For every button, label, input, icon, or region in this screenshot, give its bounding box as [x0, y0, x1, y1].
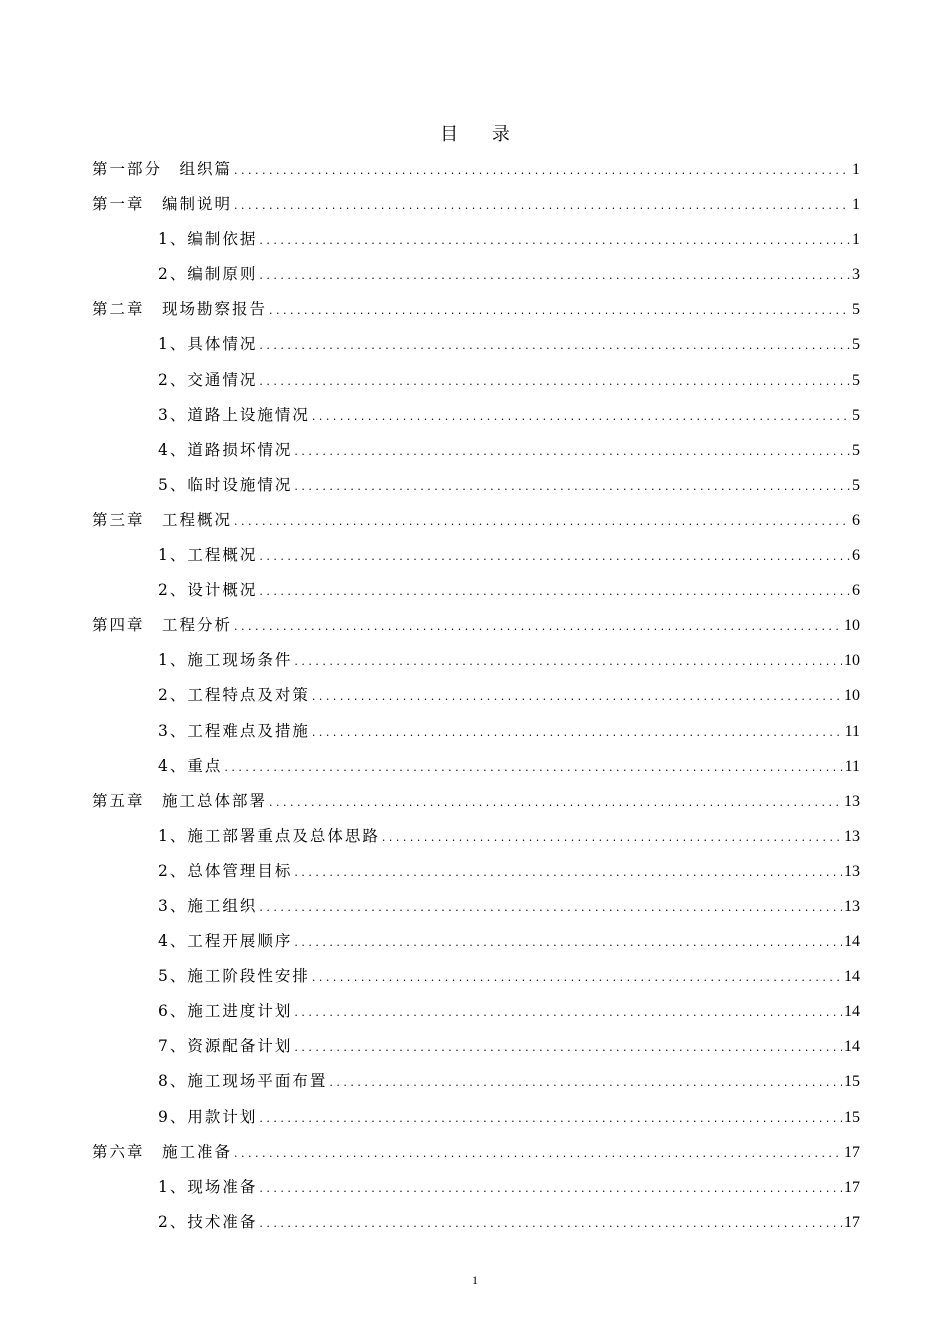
toc-section-entry[interactable]	[92, 854, 860, 889]
toc-entry-page: 13	[844, 862, 860, 880]
toc-dot-leader	[259, 538, 850, 574]
toc-entry-label: 2、总体管理目标	[158, 861, 293, 880]
toc-entry-page: 13	[844, 827, 860, 845]
toc-section-entry[interactable]	[92, 749, 860, 784]
toc-chapter-entry[interactable]	[92, 608, 860, 643]
toc-dot-leader	[294, 924, 842, 960]
toc-section-entry[interactable]	[92, 538, 860, 573]
toc-entry-page: 14	[844, 1038, 860, 1056]
toc-entry-label: 1、编制依据	[158, 230, 258, 249]
toc-entry-label: 2、交通情况	[158, 370, 258, 389]
toc-section-entry[interactable]	[92, 959, 860, 994]
toc-dot-leader	[234, 1135, 842, 1171]
toc-section-entry[interactable]	[92, 222, 860, 257]
toc-entry-page: 14	[844, 968, 860, 986]
toc-entry-page: 17	[844, 1178, 860, 1196]
toc-entry-label: 9、用款计划	[158, 1107, 258, 1126]
toc-entry-label: 3、施工组织	[158, 896, 258, 915]
toc-entry-label: 4、工程开展顺序	[158, 932, 293, 951]
toc-dot-leader	[294, 994, 842, 1030]
toc-entry-label: 第五章 施工总体部署	[92, 791, 268, 810]
toc-entry-label: 第一章 编制说明	[92, 195, 233, 214]
toc-dot-leader	[294, 643, 842, 679]
toc-entry-label: 3、道路上设施情况	[158, 405, 310, 424]
toc-dot-leader	[259, 889, 842, 925]
toc-section-entry[interactable]	[92, 327, 860, 362]
toc-entry-label: 2、编制原则	[158, 265, 258, 284]
toc-section-entry[interactable]	[92, 1100, 860, 1135]
toc-dot-leader	[329, 1064, 842, 1100]
toc-dot-leader	[259, 1100, 842, 1136]
toc-dot-leader	[259, 257, 850, 293]
toc-entry-page: 13	[844, 792, 860, 810]
toc-entry-page: 13	[844, 897, 860, 915]
toc-entry-page: 11	[844, 757, 860, 775]
toc-section-entry[interactable]	[92, 643, 860, 678]
toc-section-entry[interactable]	[92, 363, 860, 398]
toc-dot-leader	[234, 152, 850, 188]
toc-entry-label: 1、现场准备	[158, 1177, 258, 1196]
toc-section-entry[interactable]	[92, 714, 860, 749]
toc-chapter-entry[interactable]	[92, 292, 860, 327]
toc-chapter-entry[interactable]	[92, 152, 860, 187]
toc-dot-leader	[259, 327, 850, 363]
toc-entry-page: 1	[852, 231, 860, 249]
toc-entry-page: 6	[852, 547, 860, 565]
toc-section-entry[interactable]	[92, 678, 860, 713]
page-title: 目 录	[440, 124, 524, 145]
toc-dot-leader	[294, 433, 850, 469]
toc-entry-page: 5	[852, 301, 860, 319]
toc-entry-label: 2、设计概况	[158, 581, 258, 600]
toc-dot-leader	[224, 749, 842, 785]
toc-section-entry[interactable]	[92, 257, 860, 292]
toc-entry-label: 2、技术准备	[158, 1212, 258, 1231]
toc-section-entry[interactable]	[92, 1170, 860, 1205]
toc-entry-page: 5	[852, 406, 860, 424]
toc-section-entry[interactable]	[92, 889, 860, 924]
toc-section-entry[interactable]	[92, 398, 860, 433]
toc-entry-label: 第六章 施工准备	[92, 1142, 233, 1161]
page-number: 1	[472, 1273, 478, 1287]
toc-chapter-entry[interactable]	[92, 1135, 860, 1170]
toc-entry-page: 11	[844, 722, 860, 740]
toc-entry-page: 14	[844, 933, 860, 951]
toc-entry-label: 第四章 工程分析	[92, 616, 233, 635]
toc-entry-label: 6、施工进度计划	[158, 1002, 293, 1021]
toc-entry-page: 3	[852, 266, 860, 284]
toc-entry-page: 17	[844, 1213, 860, 1231]
toc-entry-label: 第一部分 组织篇	[92, 160, 233, 178]
toc-section-entry[interactable]	[92, 994, 860, 1029]
toc-dot-leader	[294, 1029, 842, 1065]
toc-dot-leader	[259, 573, 850, 609]
toc-entry-page: 1	[852, 161, 860, 178]
toc-section-entry[interactable]	[92, 1029, 860, 1064]
toc-entry-label: 4、道路损坏情况	[158, 440, 293, 459]
toc-dot-leader	[234, 608, 842, 644]
toc-entry-page: 1	[852, 196, 860, 214]
toc-entry-page: 5	[852, 371, 860, 389]
toc-section-entry[interactable]	[92, 433, 860, 468]
toc-dot-leader	[234, 187, 850, 223]
toc-entry-page: 15	[844, 1108, 860, 1126]
toc-entry-page: 15	[844, 1073, 860, 1091]
toc-section-entry[interactable]	[92, 468, 860, 503]
toc-entry-label: 1、具体情况	[158, 335, 258, 354]
toc-chapter-entry[interactable]	[92, 503, 860, 538]
toc-section-entry[interactable]	[92, 819, 860, 854]
toc-entry-label: 第三章 工程概况	[92, 510, 233, 529]
toc-entry-label: 5、施工阶段性安排	[158, 967, 310, 986]
toc-chapter-entry[interactable]	[92, 187, 860, 222]
toc-section-entry[interactable]	[92, 1064, 860, 1099]
toc-entry-label: 5、临时设施情况	[158, 475, 293, 494]
toc-section-entry[interactable]	[92, 573, 860, 608]
toc-dot-leader	[312, 959, 842, 995]
toc-entry-page: 17	[844, 1143, 860, 1161]
toc-entry-label: 3、工程难点及措施	[158, 721, 310, 740]
toc-dot-leader	[312, 678, 842, 714]
toc-entry-page: 6	[852, 582, 860, 600]
toc-entry-page: 5	[852, 441, 860, 459]
toc-entry-page: 6	[852, 511, 860, 529]
toc-entry-page: 5	[852, 336, 860, 354]
toc-dot-leader	[312, 398, 850, 434]
toc-entry-page: 5	[852, 476, 860, 494]
toc-entry-label: 第二章 现场勘察报告	[92, 300, 268, 319]
toc-section-entry[interactable]	[92, 1205, 860, 1240]
toc-entry-label: 2、工程特点及对策	[158, 686, 310, 705]
toc-dot-leader	[259, 1205, 842, 1241]
toc-entry-label: 8、施工现场平面布置	[158, 1072, 328, 1091]
table-of-contents	[92, 152, 860, 1240]
toc-dot-leader	[259, 1170, 842, 1206]
toc-dot-leader	[382, 819, 842, 855]
toc-entry-page: 10	[844, 687, 860, 705]
toc-dot-leader	[259, 363, 850, 399]
toc-entry-label: 7、资源配备计划	[158, 1037, 293, 1056]
toc-entry-label: 4、重点	[158, 756, 223, 775]
toc-dot-leader	[259, 222, 850, 258]
toc-entry-page: 10	[844, 617, 860, 635]
toc-dot-leader	[312, 714, 843, 750]
toc-entry-label: 1、施工部署重点及总体思路	[158, 826, 380, 845]
toc-dot-leader	[294, 468, 850, 504]
toc-entry-label: 1、施工现场条件	[158, 651, 293, 670]
toc-section-entry[interactable]	[92, 924, 860, 959]
toc-entry-label: 1、工程概况	[158, 546, 258, 565]
toc-dot-leader	[269, 784, 842, 820]
toc-chapter-entry[interactable]	[92, 784, 860, 819]
toc-dot-leader	[269, 292, 850, 328]
toc-entry-page: 14	[844, 1003, 860, 1021]
toc-dot-leader	[294, 854, 842, 890]
toc-dot-leader	[234, 503, 850, 539]
toc-entry-page: 10	[844, 652, 860, 670]
